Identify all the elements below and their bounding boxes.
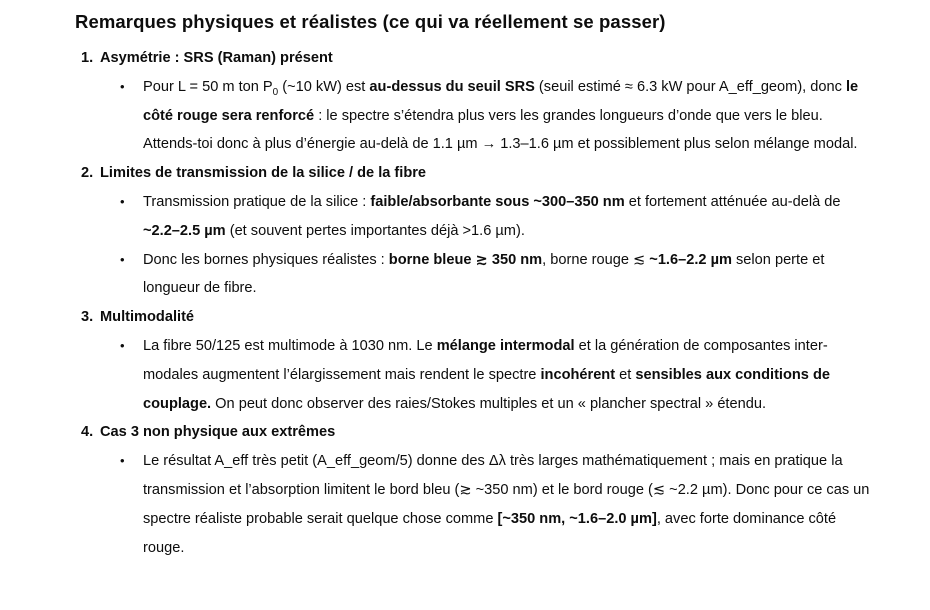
- bullet-text: Transmission pratique de la silice : faible/absorbante sous ~300–350 nm et fortement atténuée au-delà de ~2.2–2.5 µm (et souvent pertes importantes déjà >1.6 µm).: [143, 193, 841, 239]
- item-heading: Limites de transmission de la silice / de la fibre: [100, 165, 427, 182]
- list-item: [81, 159, 890, 303]
- item-heading-row: [81, 303, 890, 332]
- bullet-list: [81, 73, 890, 159]
- bullet-list: [81, 332, 890, 418]
- item-heading: Multimodalité: [100, 309, 195, 326]
- bullet-item: [120, 73, 890, 159]
- bullet-text: Donc les bornes physiques réalistes : borne bleue ≳ 350 nm, borne rouge ≲ ~1.6–2.2 µm selon perte et longueur de fibre.: [143, 251, 825, 297]
- bullet-text: La fibre 50/125 est multimode à 1030 nm. Le mélange intermodal et la génération de composantes inter-modales augmentent l’élargissement mais rendent le spectre incohérent et sensibles aux conditions de couplage. On peut donc observer des raies/Stokes multiples et un « plancher spectral » étendu.: [143, 337, 831, 412]
- item-number: 4.: [81, 424, 94, 441]
- bullet-item: [120, 246, 890, 304]
- bullet-list: [81, 188, 890, 303]
- bullet-item: [120, 188, 890, 246]
- bullet-item: [120, 447, 890, 562]
- bullet-text: Pour L = 50 m ton $P_0$ (~10 kW) est au-dessus du seuil SRS (seuil estimé ≈ 6.3 kW pour A_eff_geom), donc le côté rouge sera renforcé : le spectre s’étendra plus vers les grandes longueurs d’onde que vers le bleu. Attends-toi donc à plus d’énergie au-delà de 1.1 µm → 1.3–1.6 µm et possiblement plus selon mélange modal.: [143, 78, 859, 153]
- item-number: 3.: [81, 309, 94, 326]
- list-item: [81, 418, 890, 562]
- bullet-icon: •: [120, 453, 125, 469]
- bullet-icon: •: [120, 337, 125, 353]
- item-heading-row: [81, 44, 890, 73]
- item-heading: Asymétrie : SRS (Raman) présent: [100, 50, 333, 66]
- item-number: 2.: [81, 165, 94, 182]
- list-item: [81, 303, 890, 418]
- item-heading: Cas 3 non physique aux extrêmes: [100, 424, 336, 441]
- bullet-text: Le résultat A_eff très petit (A_eff_geom/5) donne des Δλ très larges mathématiquement ; mais en pratique la transmission et l’absorption limitent le bord bleu (≳ ~350 nm) et le bord rouge (≲ ~2.2 µm). Donc pour ce cas un spectre réaliste probable serait quelque chose comme [~350 nm, ~1.6–2.0 µm], avec forte dominance côté rouge.: [143, 453, 870, 556]
- item-heading-row: [81, 159, 890, 188]
- bullet-icon: •: [120, 78, 125, 94]
- bullet-list: [81, 447, 890, 562]
- list-item: [81, 44, 890, 159]
- bullet-icon: •: [120, 251, 125, 267]
- item-heading-row: [81, 418, 890, 447]
- item-number: 1.: [81, 50, 94, 66]
- bullet-icon: •: [120, 193, 125, 209]
- remarks-list: [75, 44, 890, 562]
- page-title: Remarques physiques et réalistes (ce qui va réellement se passer): [75, 11, 666, 32]
- bullet-item: [120, 332, 890, 418]
